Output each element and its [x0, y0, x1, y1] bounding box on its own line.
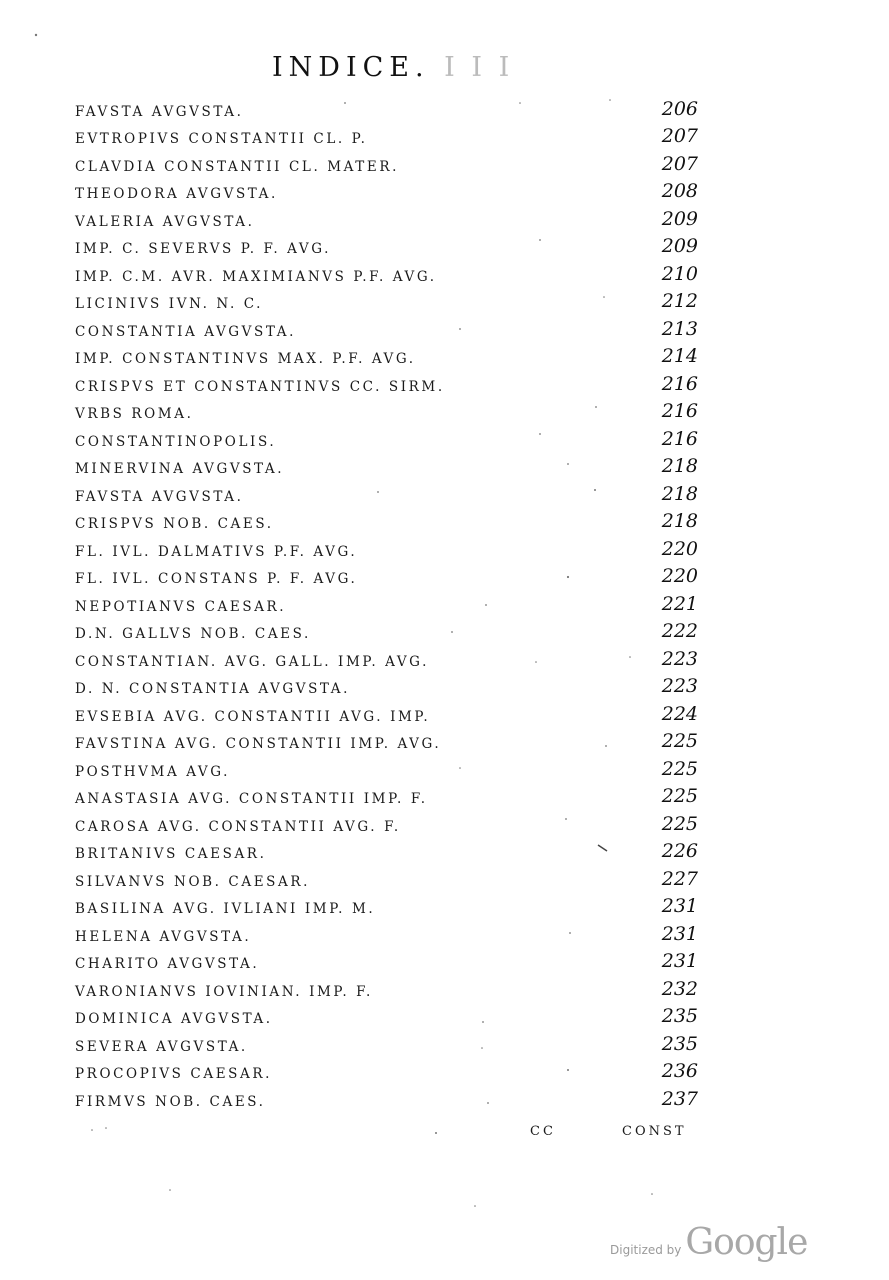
index-entry: [75, 670, 700, 698]
index-entry: [75, 752, 700, 780]
index-entry: [75, 587, 700, 615]
catchword-line: [0, 1124, 889, 1144]
entry-page-number: 223: [661, 675, 698, 697]
entry-page-number: 223: [661, 647, 698, 670]
index-entry: [75, 1082, 700, 1110]
entry-name: BRITANIVS CAESAR.: [75, 846, 267, 862]
entry-page-number: 225: [661, 785, 698, 807]
entry-name: D. N. CONSTANTIA AVGVSTA.: [75, 681, 351, 697]
entry-page-number: 227: [661, 867, 698, 890]
entry-page-number: 206: [661, 97, 698, 120]
index-entry: [75, 285, 700, 313]
entry-page-number: 224: [661, 702, 698, 725]
entry-name: ANASTASIA AVG. CONSTANTII IMP. F.: [75, 791, 428, 807]
entry-page-number: 231: [661, 950, 698, 972]
index-entry: [75, 120, 700, 148]
index-entry: [75, 972, 700, 1000]
entry-name: POSTHVMA AVG.: [75, 763, 231, 780]
index-entry: [75, 890, 700, 918]
entry-name: FL. IVL. DALMATIVS P.F. AVG.: [75, 543, 358, 560]
index-entry: [75, 147, 700, 175]
entry-page-number: 218: [661, 482, 698, 505]
index-entry: [75, 697, 700, 725]
title-faded-text: I I I: [444, 52, 514, 83]
index-entry: [75, 862, 700, 890]
index-entry: [75, 945, 700, 973]
entry-name: CHARITO AVGVSTA.: [75, 956, 260, 972]
index-entry: [75, 92, 700, 120]
index-entry: [75, 367, 700, 395]
entry-name: IMP. C.M. AVR. MAXIMIANVS P.F. AVG.: [75, 268, 437, 285]
entry-page-number: 207: [661, 125, 698, 147]
index-entry: [75, 1027, 700, 1055]
index-entry: [75, 450, 700, 478]
title-text: INDICE.: [272, 52, 430, 83]
entry-page-number: 220: [661, 537, 698, 560]
entry-name: EVSEBIA AVG. CONSTANTII AVG. IMP.: [75, 708, 431, 725]
entry-page-number: 218: [661, 510, 698, 532]
entry-page-number: 218: [661, 455, 698, 477]
entry-name: BASILINA AVG. IVLIANI IMP. M.: [75, 901, 376, 917]
entry-page-number: 231: [661, 922, 698, 945]
entry-page-number: 236: [661, 1060, 698, 1082]
index-entry: [75, 257, 700, 285]
entry-name: D.N. GALLVS NOB. CAES.: [75, 626, 311, 642]
entry-name: NEPOTIANVS CAESAR.: [75, 598, 287, 615]
google-logo: Google: [685, 1222, 808, 1263]
entry-page-number: 213: [661, 317, 698, 340]
entry-page-number: 221: [661, 592, 698, 615]
entry-name: FL. IVL. CONSTANS P. F. AVG.: [75, 571, 358, 587]
index-entry: [75, 1055, 700, 1083]
entry-name: VRBS ROMA.: [75, 406, 194, 422]
index-entry: [75, 642, 700, 670]
entry-page-number: 235: [661, 1032, 698, 1055]
index-entry: [75, 725, 700, 753]
index-entry: [75, 202, 700, 230]
entry-name: SEVERA AVGVSTA.: [75, 1038, 248, 1055]
index-entry: [75, 312, 700, 340]
index-entry: [75, 477, 700, 505]
entry-page-number: 231: [661, 895, 698, 917]
entry-page-number: 212: [661, 290, 698, 312]
page-title: [272, 52, 513, 83]
index-entry: [75, 615, 700, 643]
entry-page-number: 235: [661, 1005, 698, 1027]
entry-name: CONSTANTIAN. AVG. GALL. IMP. AVG.: [75, 653, 429, 670]
index-entry: [75, 422, 700, 450]
digitized-watermark: [610, 1222, 807, 1263]
index-entry: [75, 340, 700, 368]
entry-page-number: 210: [661, 262, 698, 285]
catchword: CONST: [622, 1124, 687, 1139]
index-entry: [75, 917, 700, 945]
entry-name: IMP. CONSTANTINVS MAX. P.F. AVG.: [75, 351, 416, 367]
index-entry: [75, 395, 700, 423]
index-entry: [75, 560, 700, 588]
entry-name: MINERVINA AVGVSTA.: [75, 461, 285, 477]
entry-name: FAVSTINA AVG. CONSTANTII IMP. AVG.: [75, 736, 442, 752]
entry-name: CONSTANTIA AVGVSTA.: [75, 323, 296, 340]
entry-name: FIRMVS NOB. CAES.: [75, 1093, 266, 1110]
index-entry: [75, 835, 700, 863]
entry-page-number: 209: [661, 207, 698, 230]
entry-page-number: 225: [661, 812, 698, 835]
entry-page-number: 222: [661, 620, 698, 642]
entry-name: CONSTANTINOPOLIS.: [75, 433, 277, 450]
entry-page-number: 216: [661, 400, 698, 422]
entry-page-number: 209: [661, 235, 698, 257]
index-entry: [75, 780, 700, 808]
entry-name: DOMINICA AVGVSTA.: [75, 1011, 273, 1027]
entry-name: SILVANVS NOB. CAESAR.: [75, 873, 310, 890]
entry-name: CLAVDIA CONSTANTII CL. MATER.: [75, 158, 399, 175]
entry-page-number: 237: [661, 1087, 698, 1110]
entry-name: FAVSTA AVGVSTA.: [75, 103, 244, 120]
index-entry: [75, 230, 700, 258]
entry-page-number: 226: [661, 840, 698, 862]
entry-name: THEODORA AVGVSTA.: [75, 186, 278, 202]
entry-page-number: 216: [661, 372, 698, 395]
entry-name: HELENA AVGVSTA.: [75, 928, 252, 945]
entry-page-number: 216: [661, 427, 698, 450]
entry-name: FAVSTA AVGVSTA.: [75, 488, 244, 505]
entry-name: IMP. C. SEVERVS P. F. AVG.: [75, 241, 331, 257]
index-entry: [75, 505, 700, 533]
entry-page-number: 225: [661, 757, 698, 780]
entry-page-number: 214: [661, 345, 698, 367]
entry-name: EVTROPIVS CONSTANTII CL. P.: [75, 131, 368, 147]
index-entry: [75, 807, 700, 835]
index-entry-list: [75, 92, 700, 1110]
entry-page-number: 207: [661, 152, 698, 175]
entry-page-number: 225: [661, 730, 698, 752]
entry-name: PROCOPIVS CAESAR.: [75, 1066, 273, 1082]
digitized-by-label: Digitized by: [610, 1243, 682, 1257]
signature-mark: CC: [530, 1124, 556, 1139]
index-entry: [75, 1000, 700, 1028]
entry-name: VALERIA AVGVSTA.: [75, 213, 255, 230]
index-entry: [75, 175, 700, 203]
entry-name: CAROSA AVG. CONSTANTII AVG. F.: [75, 818, 401, 835]
entry-name: VARONIANVS IOVINIAN. IMP. F.: [75, 983, 373, 1000]
entry-page-number: 208: [661, 180, 698, 202]
index-entry: [75, 532, 700, 560]
entry-name: CRISPVS NOB. CAES.: [75, 516, 274, 532]
entry-page-number: 220: [661, 565, 698, 587]
entry-page-number: 232: [661, 977, 698, 1000]
entry-name: CRISPVS ET CONSTANTINVS CC. SIRM.: [75, 378, 445, 395]
entry-name: LICINIVS IVN. N. C.: [75, 296, 264, 312]
